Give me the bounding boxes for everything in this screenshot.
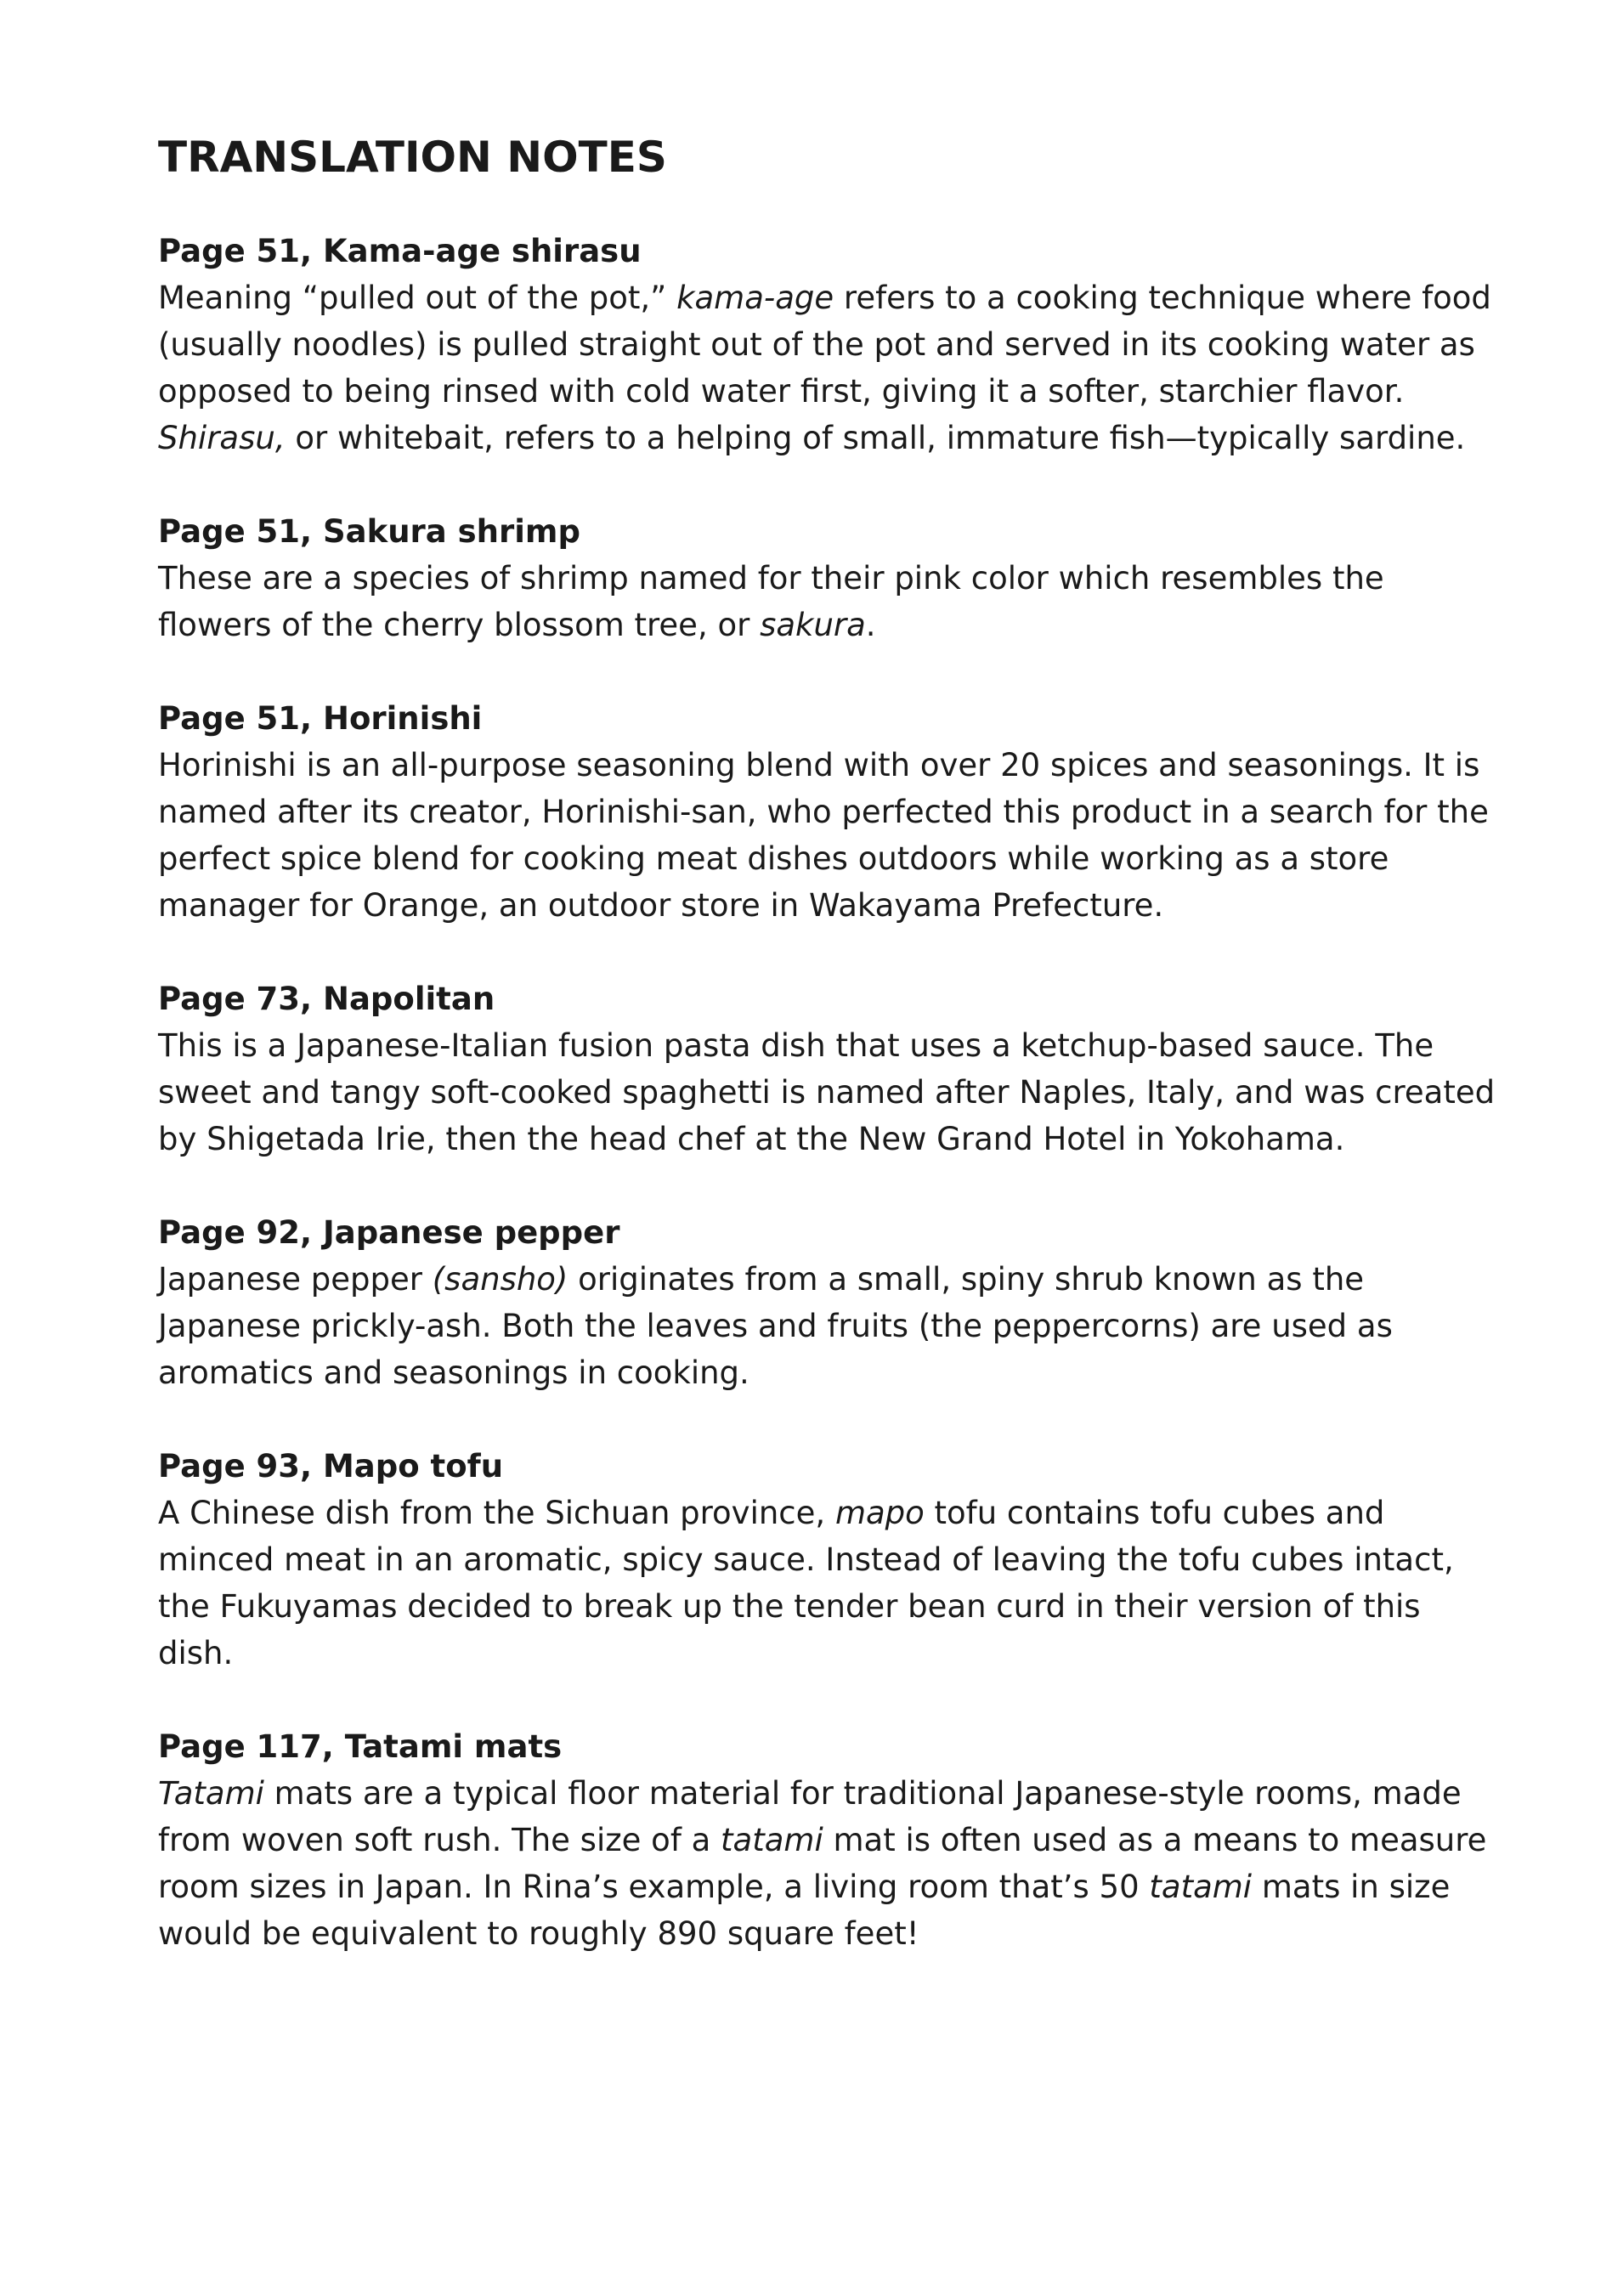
note-heading: Page 93, Mapo tofu bbox=[158, 1448, 504, 1484]
note-entry bbox=[158, 1209, 1501, 1396]
note-heading: Page 51, Kama-age shirasu bbox=[158, 233, 642, 269]
note-text: These are a species of shrimp named for their pink color which resembles the flowers of the cherry blossom tree, or bbox=[158, 560, 1384, 643]
note-italic-term: Shirasu, bbox=[158, 420, 286, 456]
note-text: . bbox=[865, 607, 876, 643]
note-body bbox=[158, 274, 1501, 461]
note-heading: Page 92, Japanese pepper bbox=[158, 1214, 620, 1251]
note-text: Meaning “pulled out of the pot,” bbox=[158, 280, 677, 316]
note-entry bbox=[158, 695, 1501, 929]
note-entry bbox=[158, 976, 1501, 1162]
note-italic-term: tatami bbox=[1149, 1869, 1253, 1905]
page-title: TRANSLATION NOTES bbox=[158, 133, 667, 182]
note-heading: Page 51, Sakura shrimp bbox=[158, 513, 580, 550]
note-text: Japanese pepper bbox=[158, 1261, 433, 1298]
note-body bbox=[158, 1022, 1501, 1162]
note-italic-term: (sansho) bbox=[432, 1261, 568, 1298]
note-italic-term: kama-age bbox=[676, 280, 834, 316]
note-entry bbox=[158, 1443, 1501, 1677]
note-italic-term: mapo bbox=[834, 1495, 925, 1531]
notes-list bbox=[158, 228, 1501, 1957]
note-text: mat is often used as a means to measure room sizes in Japan. In Rina’s example, a living room that’s 50 bbox=[158, 1822, 1487, 1905]
note-text: originates from a small, spiny shrub known as the Japanese prickly-ash. Both the leaves and fruits (the peppercorns) are used as aromatics and seasonings in cooking. bbox=[158, 1261, 1393, 1391]
note-text: A Chinese dish from the Sichuan province, bbox=[158, 1495, 835, 1531]
note-body bbox=[158, 1770, 1501, 1957]
note-text: refers to a cooking technique where food (usually noodles) is pulled straight out of the pot and served in its cooking water as opposed to being rinsed with cold water first, giving it a softer, starchier flavor. bbox=[158, 280, 1491, 410]
note-entry bbox=[158, 508, 1501, 648]
translation-notes-page bbox=[158, 127, 1501, 2004]
note-text: tofu contains tofu cubes and minced meat in an aromatic, spicy sauce. Instead of leaving the tofu cubes intact, the Fukuyamas decided to break up the tender bean curd in their version of this dish. bbox=[158, 1495, 1454, 1671]
note-italic-term: Tatami bbox=[158, 1775, 264, 1812]
note-text: mats are a typical floor material for traditional Japanese-style rooms, made from woven soft rush. The size of a bbox=[158, 1775, 1462, 1858]
note-heading: Page 117, Tatami mats bbox=[158, 1728, 563, 1765]
note-entry bbox=[158, 228, 1501, 461]
note-entry bbox=[158, 1723, 1501, 1957]
note-body bbox=[158, 1256, 1501, 1396]
note-heading: Page 51, Horinishi bbox=[158, 700, 483, 737]
note-text: mats in size would be equivalent to roughly 890 square feet! bbox=[158, 1869, 1451, 1952]
note-text: or whitebait, refers to a helping of small, immature fish—typically sardine. bbox=[285, 420, 1466, 456]
note-text: Horinishi is an all-purpose seasoning blend with over 20 spices and seasonings. It is named after its creator, Horinishi-san, who perfected this product in a search for the perfect spice blend for cooking meat dishes outdoors while working as a store manager for Orange, an outdoor store in Wakayama Prefecture. bbox=[158, 747, 1489, 924]
note-italic-term: sakura bbox=[760, 607, 866, 643]
note-body bbox=[158, 742, 1501, 929]
note-body bbox=[158, 1490, 1501, 1677]
note-heading: Page 73, Napolitan bbox=[158, 981, 495, 1017]
note-body bbox=[158, 555, 1501, 648]
note-italic-term: tatami bbox=[721, 1822, 823, 1858]
note-text: This is a Japanese-Italian fusion pasta dish that uses a ketchup-based sauce. The sweet and tangy soft-cooked spaghetti is named after Naples, Italy, and was created by Shigetada Irie, then the head chef at the New Grand Hotel in Yokohama. bbox=[158, 1027, 1496, 1157]
